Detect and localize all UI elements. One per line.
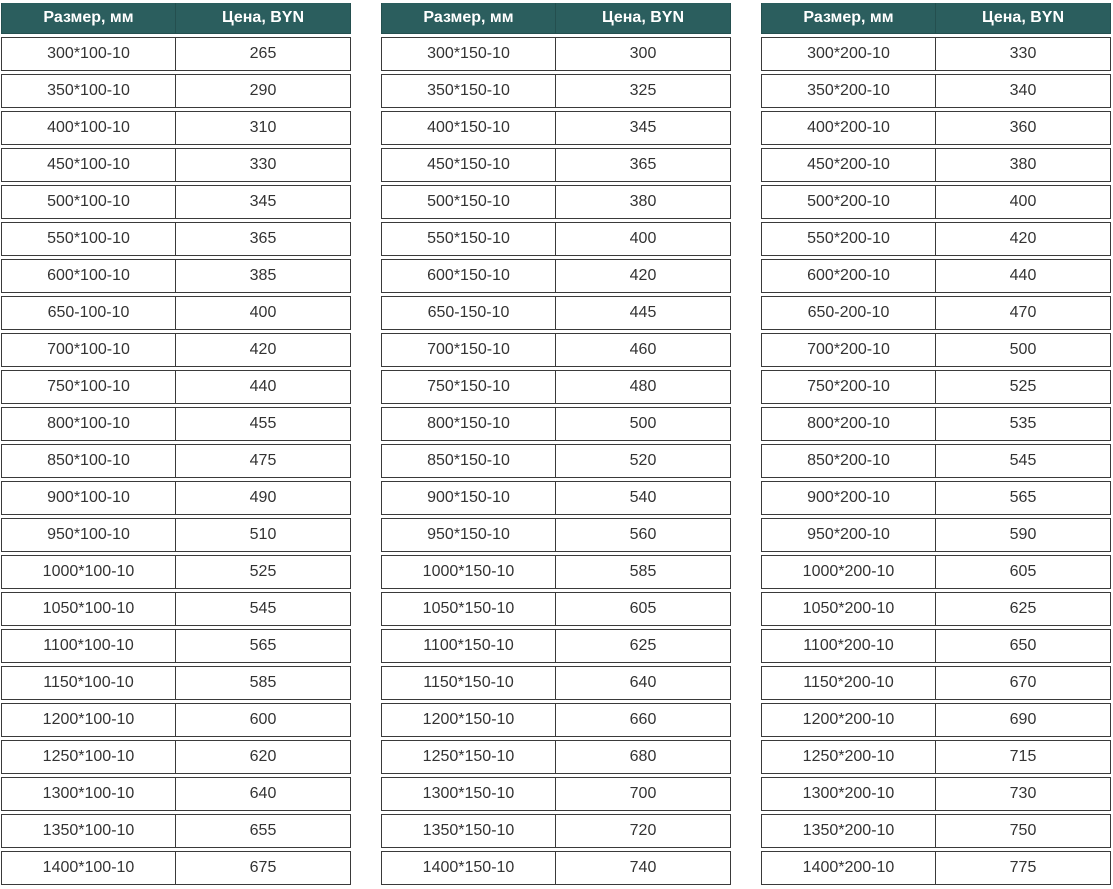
table-row xyxy=(761,851,1111,885)
table-row xyxy=(761,629,1111,663)
size-cell: 750*150-10 xyxy=(381,370,556,404)
table-row xyxy=(761,777,1111,811)
price-cell: 440 xyxy=(176,370,351,404)
size-cell: 1400*200-10 xyxy=(761,851,936,885)
table-row xyxy=(761,333,1111,367)
table-row xyxy=(1,703,351,737)
price-cell: 440 xyxy=(936,259,1111,293)
table-row xyxy=(381,333,731,367)
price-cell: 265 xyxy=(176,37,351,71)
table-row xyxy=(761,740,1111,774)
price-cell: 420 xyxy=(176,333,351,367)
table-row xyxy=(761,259,1111,293)
table-row xyxy=(381,407,731,441)
table-row xyxy=(381,629,731,663)
size-cell: 1000*100-10 xyxy=(1,555,176,589)
table-row xyxy=(381,148,731,182)
table-row xyxy=(761,407,1111,441)
size-cell: 1100*100-10 xyxy=(1,629,176,663)
table-row xyxy=(381,296,731,330)
price-cell: 775 xyxy=(936,851,1111,885)
table-row xyxy=(761,185,1111,219)
price-cell: 640 xyxy=(556,666,731,700)
table-row xyxy=(1,592,351,626)
size-cell: 1300*150-10 xyxy=(381,777,556,811)
size-cell: 750*100-10 xyxy=(1,370,176,404)
price-cell: 510 xyxy=(176,518,351,552)
table-row xyxy=(1,333,351,367)
size-cell: 350*200-10 xyxy=(761,74,936,108)
size-cell: 550*100-10 xyxy=(1,222,176,256)
price-column-header: Цена, BYN xyxy=(556,3,731,34)
price-table xyxy=(1,0,351,888)
size-cell: 1200*100-10 xyxy=(1,703,176,737)
table-row xyxy=(381,370,731,404)
size-cell: 650-100-10 xyxy=(1,296,176,330)
price-cell: 325 xyxy=(556,74,731,108)
price-cell: 300 xyxy=(556,37,731,71)
size-cell: 950*100-10 xyxy=(1,518,176,552)
size-cell: 700*200-10 xyxy=(761,333,936,367)
size-cell: 650-150-10 xyxy=(381,296,556,330)
table-row xyxy=(381,703,731,737)
table-row xyxy=(761,296,1111,330)
table-row xyxy=(1,629,351,663)
price-cell: 400 xyxy=(936,185,1111,219)
price-cell: 310 xyxy=(176,111,351,145)
size-cell: 550*200-10 xyxy=(761,222,936,256)
table-row xyxy=(381,222,731,256)
price-cell: 525 xyxy=(176,555,351,589)
price-cell: 605 xyxy=(556,592,731,626)
price-cell: 400 xyxy=(176,296,351,330)
price-table xyxy=(381,0,731,888)
table-row xyxy=(1,407,351,441)
price-cell: 490 xyxy=(176,481,351,515)
table-row xyxy=(761,555,1111,589)
size-cell: 1350*100-10 xyxy=(1,814,176,848)
price-cell: 385 xyxy=(176,259,351,293)
table-row xyxy=(761,222,1111,256)
table-row xyxy=(1,259,351,293)
table-header-row xyxy=(381,3,731,34)
size-cell: 550*150-10 xyxy=(381,222,556,256)
price-cell: 565 xyxy=(936,481,1111,515)
table-row xyxy=(381,111,731,145)
price-cell: 290 xyxy=(176,74,351,108)
price-cell: 340 xyxy=(936,74,1111,108)
price-cell: 600 xyxy=(176,703,351,737)
size-cell: 1050*200-10 xyxy=(761,592,936,626)
size-column-header: Размер, мм xyxy=(381,3,556,34)
table-row xyxy=(381,666,731,700)
table-row xyxy=(1,518,351,552)
size-cell: 700*150-10 xyxy=(381,333,556,367)
table-row xyxy=(1,777,351,811)
table-row xyxy=(761,37,1111,71)
size-cell: 450*150-10 xyxy=(381,148,556,182)
price-cell: 545 xyxy=(176,592,351,626)
size-cell: 850*150-10 xyxy=(381,444,556,478)
price-cell: 420 xyxy=(936,222,1111,256)
table-row xyxy=(1,481,351,515)
size-cell: 1100*200-10 xyxy=(761,629,936,663)
price-cell: 660 xyxy=(556,703,731,737)
size-cell: 300*200-10 xyxy=(761,37,936,71)
price-cell: 650 xyxy=(936,629,1111,663)
table-row xyxy=(381,518,731,552)
price-cell: 520 xyxy=(556,444,731,478)
size-cell: 1250*200-10 xyxy=(761,740,936,774)
table-row xyxy=(761,666,1111,700)
table-body xyxy=(381,37,731,885)
table-row xyxy=(761,814,1111,848)
size-cell: 600*150-10 xyxy=(381,259,556,293)
price-cell: 460 xyxy=(556,333,731,367)
size-cell: 300*100-10 xyxy=(1,37,176,71)
size-cell: 1000*200-10 xyxy=(761,555,936,589)
size-cell: 1150*100-10 xyxy=(1,666,176,700)
price-cell: 345 xyxy=(556,111,731,145)
price-cell: 680 xyxy=(556,740,731,774)
table-row xyxy=(381,555,731,589)
price-cell: 545 xyxy=(936,444,1111,478)
size-cell: 400*200-10 xyxy=(761,111,936,145)
size-cell: 500*200-10 xyxy=(761,185,936,219)
size-cell: 850*100-10 xyxy=(1,444,176,478)
size-cell: 1400*100-10 xyxy=(1,851,176,885)
size-cell: 1150*200-10 xyxy=(761,666,936,700)
size-cell: 1350*150-10 xyxy=(381,814,556,848)
size-cell: 1050*150-10 xyxy=(381,592,556,626)
size-cell: 600*100-10 xyxy=(1,259,176,293)
size-cell: 1400*150-10 xyxy=(381,851,556,885)
size-cell: 850*200-10 xyxy=(761,444,936,478)
size-cell: 950*200-10 xyxy=(761,518,936,552)
table-header-row xyxy=(761,3,1111,34)
size-cell: 750*200-10 xyxy=(761,370,936,404)
price-column-header: Цена, BYN xyxy=(936,3,1111,34)
price-cell: 740 xyxy=(556,851,731,885)
table-row xyxy=(761,592,1111,626)
price-cell: 345 xyxy=(176,185,351,219)
size-cell: 650-200-10 xyxy=(761,296,936,330)
size-cell: 700*100-10 xyxy=(1,333,176,367)
table-row xyxy=(761,703,1111,737)
table-row xyxy=(1,296,351,330)
table-body xyxy=(761,37,1111,885)
price-cell: 565 xyxy=(176,629,351,663)
table-row xyxy=(1,444,351,478)
size-column-header: Размер, мм xyxy=(761,3,936,34)
table-row xyxy=(761,518,1111,552)
size-cell: 1250*100-10 xyxy=(1,740,176,774)
size-cell: 400*150-10 xyxy=(381,111,556,145)
price-cell: 535 xyxy=(936,407,1111,441)
price-cell: 365 xyxy=(556,148,731,182)
table-row xyxy=(761,111,1111,145)
size-cell: 1050*100-10 xyxy=(1,592,176,626)
size-cell: 1200*200-10 xyxy=(761,703,936,737)
price-cell: 470 xyxy=(936,296,1111,330)
price-cell: 700 xyxy=(556,777,731,811)
size-column-header: Размер, мм xyxy=(1,3,176,34)
price-cell: 380 xyxy=(936,148,1111,182)
size-cell: 1000*150-10 xyxy=(381,555,556,589)
size-cell: 1350*200-10 xyxy=(761,814,936,848)
table-row xyxy=(381,814,731,848)
price-cell: 400 xyxy=(556,222,731,256)
size-cell: 300*150-10 xyxy=(381,37,556,71)
size-cell: 1150*150-10 xyxy=(381,666,556,700)
size-cell: 1300*200-10 xyxy=(761,777,936,811)
table-row xyxy=(381,74,731,108)
price-cell: 560 xyxy=(556,518,731,552)
price-cell: 585 xyxy=(556,555,731,589)
size-cell: 400*100-10 xyxy=(1,111,176,145)
size-cell: 350*100-10 xyxy=(1,74,176,108)
price-cell: 455 xyxy=(176,407,351,441)
size-cell: 500*100-10 xyxy=(1,185,176,219)
size-cell: 1250*150-10 xyxy=(381,740,556,774)
price-cell: 420 xyxy=(556,259,731,293)
size-cell: 950*150-10 xyxy=(381,518,556,552)
table-row xyxy=(381,481,731,515)
price-cell: 675 xyxy=(176,851,351,885)
table-row xyxy=(761,148,1111,182)
price-cell: 670 xyxy=(936,666,1111,700)
price-cell: 605 xyxy=(936,555,1111,589)
table-row xyxy=(1,185,351,219)
price-cell: 330 xyxy=(936,37,1111,71)
price-cell: 365 xyxy=(176,222,351,256)
size-cell: 450*100-10 xyxy=(1,148,176,182)
table-row xyxy=(381,185,731,219)
size-cell: 900*150-10 xyxy=(381,481,556,515)
size-cell: 500*150-10 xyxy=(381,185,556,219)
table-row xyxy=(761,74,1111,108)
size-cell: 900*100-10 xyxy=(1,481,176,515)
price-cell: 730 xyxy=(936,777,1111,811)
price-cell: 625 xyxy=(556,629,731,663)
table-row xyxy=(1,666,351,700)
price-table xyxy=(761,0,1111,888)
price-cell: 715 xyxy=(936,740,1111,774)
size-cell: 450*200-10 xyxy=(761,148,936,182)
table-row xyxy=(381,37,731,71)
table-row xyxy=(1,222,351,256)
price-cell: 330 xyxy=(176,148,351,182)
size-cell: 1200*150-10 xyxy=(381,703,556,737)
price-cell: 500 xyxy=(556,407,731,441)
table-row xyxy=(1,74,351,108)
price-cell: 475 xyxy=(176,444,351,478)
size-cell: 600*200-10 xyxy=(761,259,936,293)
table-row xyxy=(381,259,731,293)
size-cell: 800*100-10 xyxy=(1,407,176,441)
table-row xyxy=(761,444,1111,478)
size-cell: 800*200-10 xyxy=(761,407,936,441)
table-row xyxy=(1,555,351,589)
price-cell: 445 xyxy=(556,296,731,330)
price-cell: 640 xyxy=(176,777,351,811)
size-cell: 1300*100-10 xyxy=(1,777,176,811)
price-cell: 590 xyxy=(936,518,1111,552)
size-cell: 800*150-10 xyxy=(381,407,556,441)
table-row xyxy=(381,592,731,626)
table-row xyxy=(1,370,351,404)
price-cell: 655 xyxy=(176,814,351,848)
price-cell: 525 xyxy=(936,370,1111,404)
table-row xyxy=(1,148,351,182)
size-cell: 1100*150-10 xyxy=(381,629,556,663)
price-cell: 500 xyxy=(936,333,1111,367)
table-row xyxy=(761,481,1111,515)
price-cell: 750 xyxy=(936,814,1111,848)
size-cell: 900*200-10 xyxy=(761,481,936,515)
price-cell: 480 xyxy=(556,370,731,404)
table-row xyxy=(381,444,731,478)
size-cell: 350*150-10 xyxy=(381,74,556,108)
price-cell: 360 xyxy=(936,111,1111,145)
table-row xyxy=(1,37,351,71)
price-column-header: Цена, BYN xyxy=(176,3,351,34)
table-row xyxy=(1,740,351,774)
price-cell: 720 xyxy=(556,814,731,848)
table-row xyxy=(381,777,731,811)
table-row xyxy=(1,851,351,885)
table-header-row xyxy=(1,3,351,34)
price-cell: 690 xyxy=(936,703,1111,737)
price-cell: 620 xyxy=(176,740,351,774)
table-row xyxy=(1,814,351,848)
price-cell: 585 xyxy=(176,666,351,700)
price-cell: 380 xyxy=(556,185,731,219)
table-body xyxy=(1,37,351,885)
price-cell: 625 xyxy=(936,592,1111,626)
price-cell: 540 xyxy=(556,481,731,515)
table-row xyxy=(761,370,1111,404)
table-row xyxy=(381,851,731,885)
table-row xyxy=(381,740,731,774)
table-row xyxy=(1,111,351,145)
